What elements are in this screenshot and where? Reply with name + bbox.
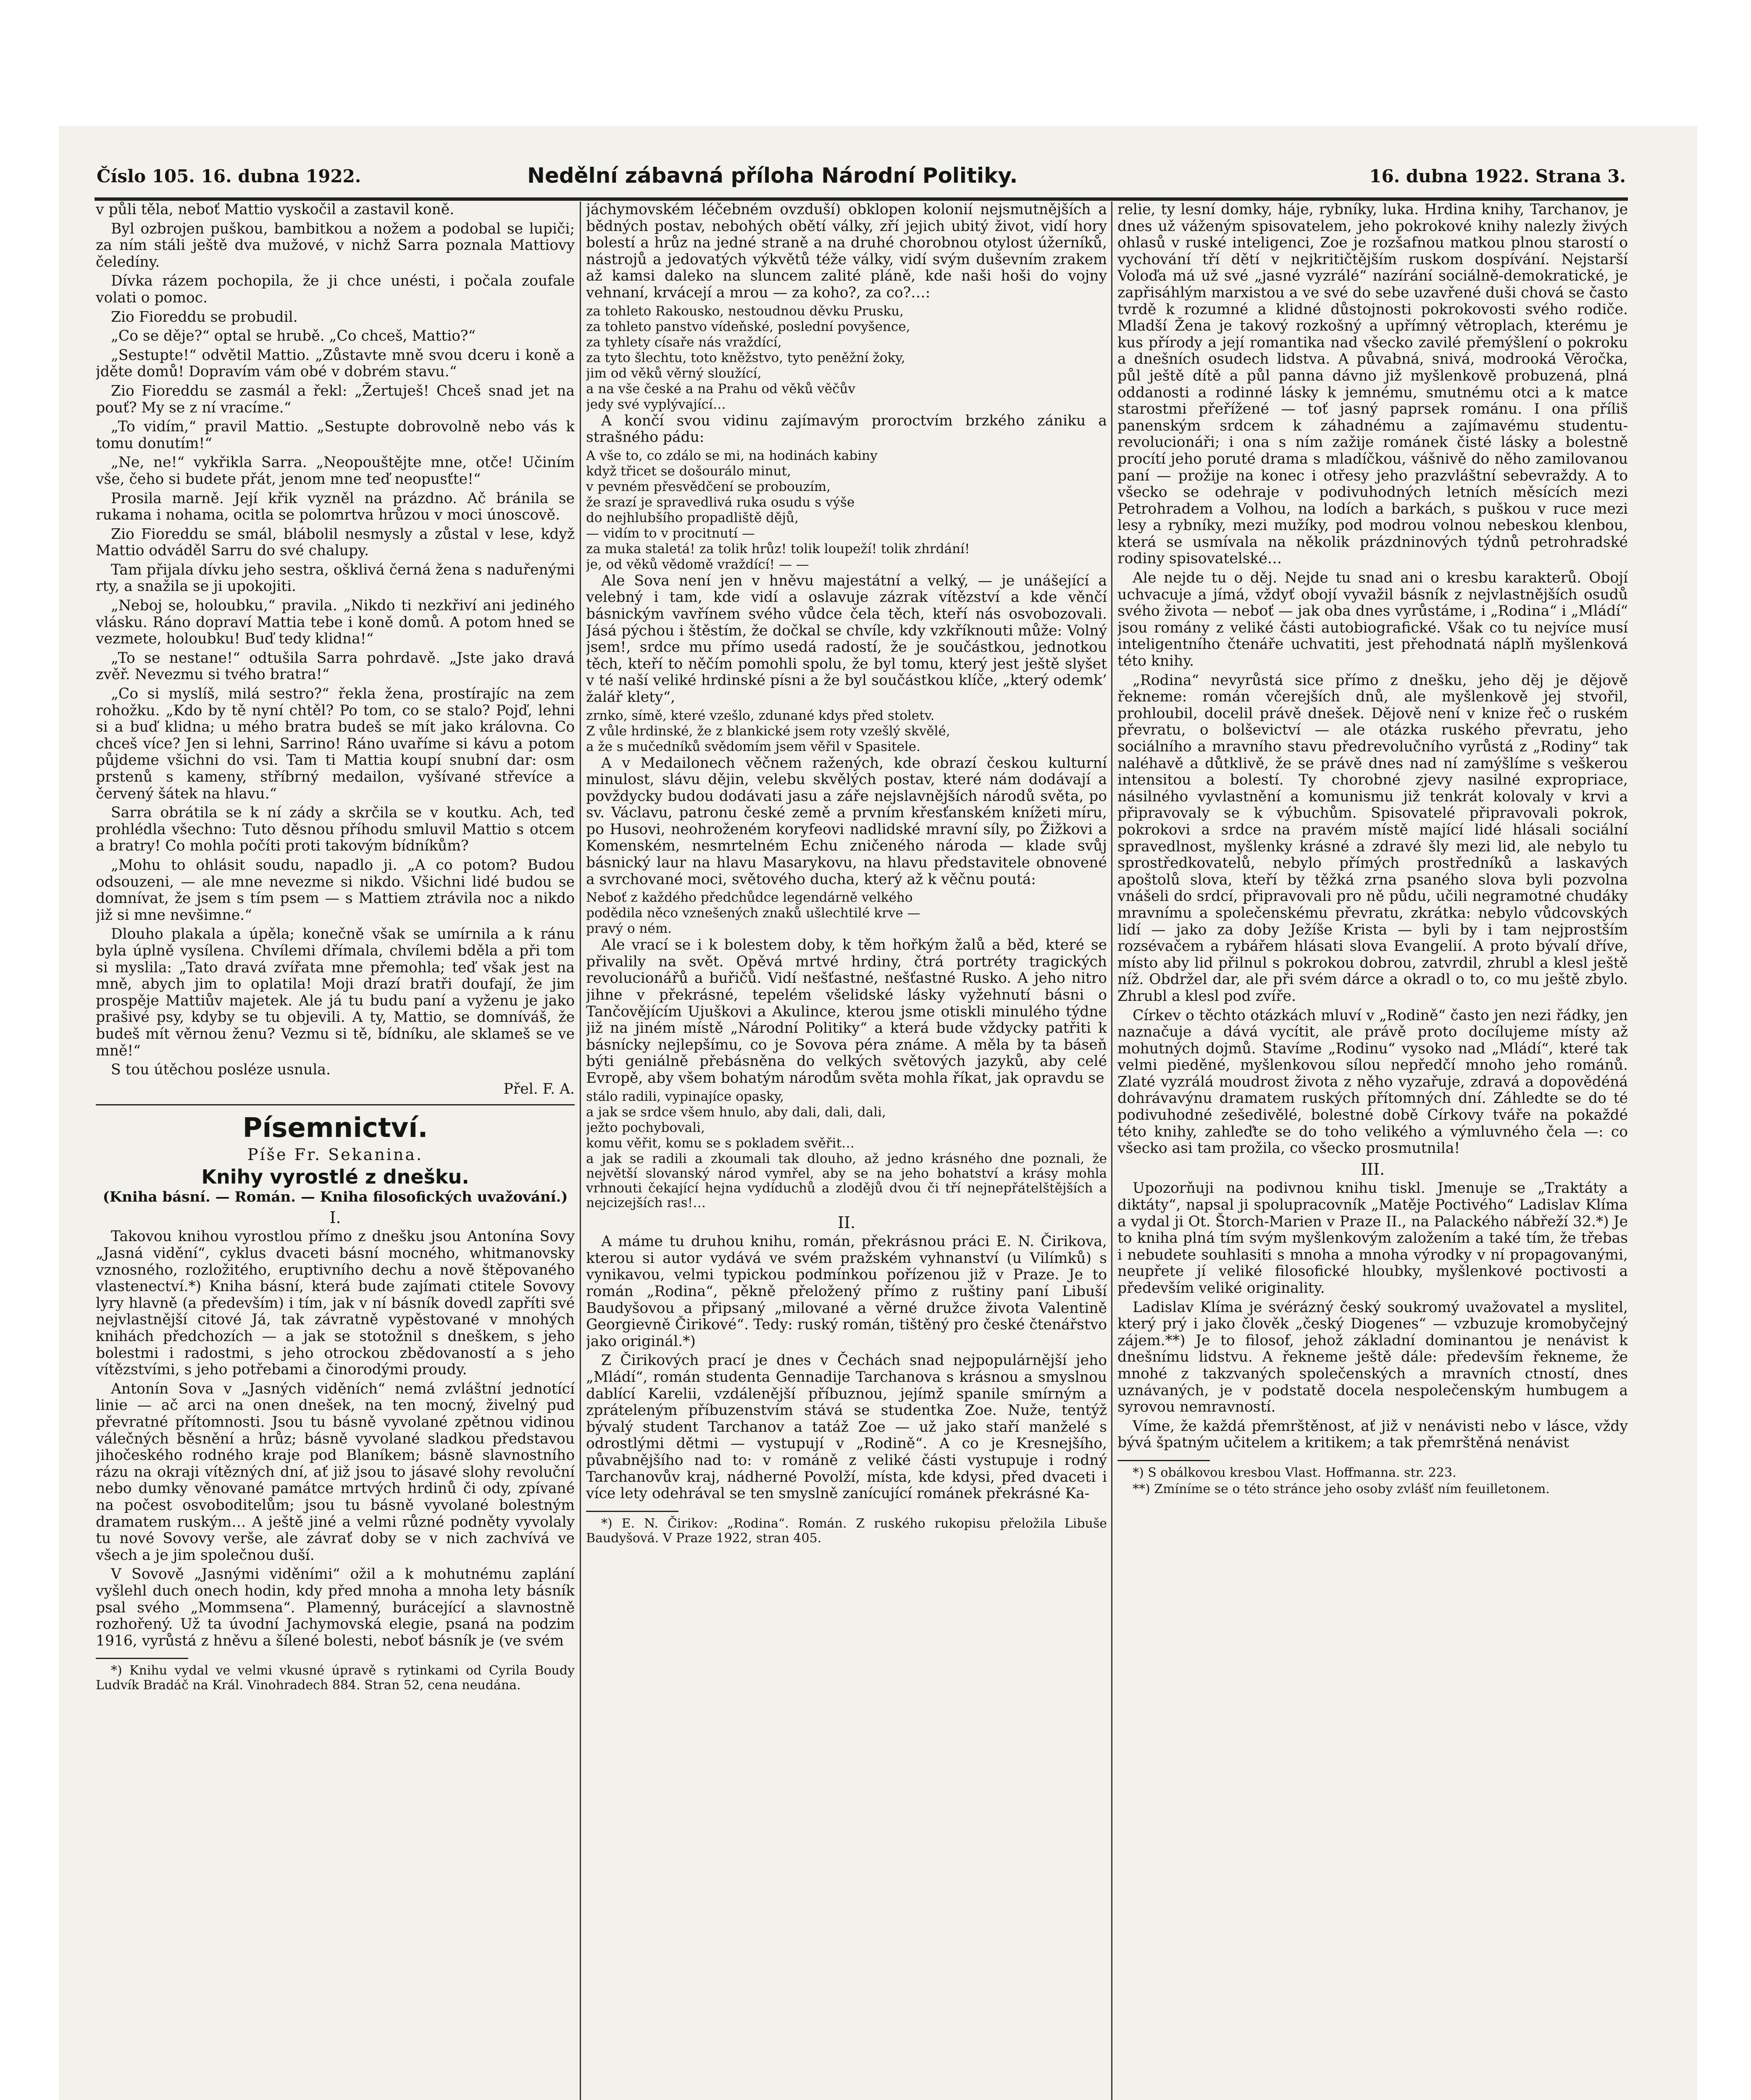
story-paragraph: v půli těla, neboť Mattio vyskočil a zastavil koně. — [96, 202, 455, 218]
story-paragraph: „Sestupte!“ odvětil Mattio. „Zůstavte mně svou dceru i koně a jděte domů! Dopravím vám obé v dobrém stavu.“ — [96, 346, 575, 381]
verse-line: za tohleto Rakousko, nestoudnou děvku Prusku, — [586, 303, 904, 319]
verse-line: a na vše české a na Prahu od věků věčův — [586, 381, 855, 396]
verse-line: za muka staletá! za tolik hrůz! tolik loupeží! tolik zhrdání! — [586, 541, 970, 556]
essay-paragraph: Ale Sova není jen v hněvu majestátní a velký, — je unášející a velebný i tam, kde vidí a oslavuje zázrak vítězství a kde věnčí básnickým vavřínem svého vůdce čela těch, kteří nás osvobozovali. Jásá pýchou i štěstím, že dočkal se chvíle, kdy vzkříknouti může: Volný jsem!, srdce mu přímo usedá radostí, že je součástkou, jednotkou těch, kteří to něčím pomohli spolu, že byl tomu, který jest ještě slyšet v té naší veliké hrdinské písni a že byl součástkou klíče, „který odemk’ žalář klety“, — [586, 572, 1107, 706]
verse-line: a že s mučedníků svědomím jsem věřil v Spasitele. — [586, 739, 921, 754]
column-1 — [96, 202, 575, 2100]
verse-line: komu věřit, komu se s pokladem svěřit… — [586, 1135, 855, 1151]
verse-line: že srazí je spravedlivá ruka osudu s výše — [586, 494, 855, 510]
column-2 — [586, 202, 1107, 2100]
page-header — [97, 163, 1626, 195]
publication-title: Nedělní zábavná příloha Národní Politiky. — [527, 163, 1018, 188]
column-divider — [580, 202, 581, 2100]
story-paragraph: „Co se děje?“ optal se hrubě. „Co chceš, Mattio?“ — [111, 328, 476, 345]
column-3 — [1117, 202, 1628, 2100]
essay-paragraph: V Sovově „Jasnými viděními“ ožil a k mohutnému zaplání vyšlehl duch onech hodin, kdy před mnoha a mnoha lety básník psal svého „Mommsena“. Plamenný, burácející a slavnostně rozhořený. Už ta úvodní Jachymovská elegie, psaná na podzim 1916, vyrůstá z hněvu a šílené bolesti, neboť básník je (ve svém — [96, 1566, 575, 1649]
essay-paragraph: Ladislav Klíma je svérázný český soukromý uvažovatel a myslitel, který prý i jako člověk „český Diogenes“ — vzbuzuje kromobyčejný zájem.**) Je to filosof, jehož základní dominantou je nenávist k dnešnímu lidstvu. A řekneme ještě dále: především řekneme, že mnohé z takzvaných společenských a mravních ctností, dnes uznávaných, je v podstatě docela nespolečenským humbugem a syrovou nemravností. — [1117, 1299, 1628, 1416]
verse-line: stálo radili, vypinajíce opasky, — [586, 1089, 784, 1104]
verse-line: a jak se srdce všem hnulo, aby dali, dali, dali, — [586, 1104, 886, 1120]
story-paragraph: S tou útěchou posléze usnula. — [111, 1061, 331, 1079]
verse-line: ježto pochybovali, — [586, 1120, 705, 1135]
verse-line: je, od věků vědomě vraždící! — — — [586, 556, 809, 572]
essay-paragraph: Církev o těchto otázkách mluví v „Rodině“ často jen nezi řádky, jen naznačuje a dává vycítit, ale právě proto docílujeme místy až mohutných dojmů. Stavíme „Rodinu“ vysoko nad „Mládí“, které tak velmi pieděné, myšlenkovou sílou nepředčí mnoho jeho románů. Zlaté vyzrálá moudrost života z něho vyzařuje, zdravá a dopovědéná dohrávavýnu dramatem ruských přítomných dní. Záhledte se do té podivuhodné zešedivělé, bolestné době Církovy tváře na pokaždé této knihy, zahleďte se do toho velikého a výmluvného čela —: co všecko asi tam prožila, co všecko prosmutnila! — [1117, 1007, 1628, 1157]
essay-paragraph: Antonín Sova v „Jasných viděních“ nemá zvláštní jednotící linie — ač arci na onen dnešek, na ten mocný, živelný pud převratné přítomnosti. Jsou tu básně vyvolané zpětnou vidinou válečných běsnění a hrůz; básně vyvolané sladkou představou jihočeského rodného kraje pod Blaníkem; básně slavnostního rázu na okraji vítězných dní, ať již jsou to jásavé slohy revoluční nebo dumky věnované památce mrtvých hrdinů či ody, zpívané na počest osvoboditelům; jsou tu básně vyvolané bolestným dramatem ruským… A ještě jiné a velmi různé podněty vyvolaly tu nové Sovovy verše, ale závrať doby se v nich zachvívá ve všech a je jim společnou duší. — [96, 1380, 575, 1564]
essay-paragraph: Ale vrací se i k bolestem doby, k těm hořkým žalů a běd, které se přivalily na svět. Opěvá mrtvé hrdiny, čtrá portréty tragických revolucionářů a buřičů. Vidí nešťastné, nešťastné Rusko. A jeho nitro jihne v překrásné, tepelém všelidské lásky vyžehnutí básni o Tančovějícím Ujuškovi a Akulince, kterou jsme otiskli minulého týdne již na jiném místě „Národní Politiky“ a která bude vždycky patřiti k básnícky nejlepšímu, co je Sovova péra známe. A měla by ta báseň býti geniálně přebásněna do velkých světových jazyků, aby celé Evropě, aby všem bohatým národům světa mohla říkat, jak opravdu se — [586, 937, 1107, 1087]
story-paragraph: „To vidím,“ pravil Mattio. „Sestupte dobrovolně nebo vás k tomu donutím!“ — [96, 418, 575, 452]
story-paragraph: Dlouho plakala a úpěla; konečně však se umírnila a k ránu byla úplně vysílena. Chvílemi dřímala, chvílemi bděla a při tom si myslila: „Tato dravá zvířata mne přemohla; teď však jest na mně, abych jim to oplatila! Moji drazí bratři doufají, že jim prospěje Mattiův majetek. Ale já tu budu paní a vyženu je jako prašivé psy, kdyby se tu objevili. A ty, Mattio, se domníváš, že budeš mít věrnou ženu? Vezmu si tě, bídníku, ale sklameš se ve mně!“ — [96, 926, 575, 1059]
story-paragraph: „To se nestane!“ odtušila Sarra pohrdavě. „Jste jako dravá zvěř. Nevezmu si tvého bratra!“ — [96, 649, 575, 683]
header-rule — [95, 197, 1628, 201]
footnote-rule — [96, 1658, 188, 1659]
story-paragraph: „Neboj se, holoubku,“ pravila. „Nikdo ti nezkřiví ani jediného vlásku. Ráno dopraví Mattia tebe i koně domů. A potom hned se vezmete, holoubku! Buď tedy klidna!“ — [96, 597, 575, 648]
verse-line: a jak se radili a zkoumali tak dlouho, až jedno krásného dne poznali, že největší slovanský národ vymřel, aby se na jeho bohatství a krásy mohla vrhnouti čekající hejna vydíduchů a zlodějů dvou či tří nejnepřátelštějších a nejcizejších ras!… — [586, 1151, 1107, 1210]
story-paragraph: Sarra obrátila se k ní zády a skrčila se v koutku. Ach, teď prohlédla všechno: Tuto děsnou příhodu smluvil Mattio s otcem a bratry! Co mohla počíti proti takovým bídníkům? — [96, 804, 575, 855]
verse-line: Z vůle hrdinské, že z blankické jsem roty vzešlý skvělé, — [586, 723, 950, 739]
section-title: Písemnictví. — [242, 1113, 428, 1144]
section-divider — [96, 1104, 575, 1105]
verse-line: Neboť z každého předchůdce legendárně velkého — [586, 890, 913, 906]
essay-paragraph: A máme tu druhou knihu, román, překrásnou práci E. N. Čirikova, kterou si autor vydává ve svém pražském vyhnanství (u Vilímků) s vynikavou, velmi typickou podmínkou pořízenou již v Praze. Je to román „Rodina“, pěkně přeložený přímo z ruštiny paní Libuší Baudyšovou a připsaný „milované a věrné družce života Valentině Georgievně Čirikové“. Tedy: ruský román, tištěný pro české čtenářstvo jako originál.*) — [586, 1233, 1107, 1350]
story-paragraph: Dívka rázem pochopila, že ji chce unésti, i počala zoufale volati o pomoc. — [96, 273, 575, 306]
essay-paragraph: relie, ty lesní domky, háje, rybníky, luka. Hrdina knihy, Tarchanov, je dnes už váženým spisovatelem, jeho pokrokové knihy nalezly živých ohlasů v ruské inteligenci, Zoe je rozšafnou matkou plnou starostí o vychování tří dětí v nejkritičtějším ruskom dospívání. Nejstarší Voloďa má už své „jasné vyzrálé“ nazírání sociálně-demokratické, je zapřisáhlým marxistou a ve své do sebe uzavřené duši chová se často tvrdě k rozumné a klidné důstojnosti pokrokovosti svého rodiče. Mladší Žena je takový rozkošný a upřímný větroplach, kterému je kus přírody a její romantika nad všecko zavilé přemýšlení o pokroku a dnešních osudech lidstva. A půvabná, snivá, modrooká Věročka, půl ještě dítě a půl panna dávno již myšlenkově probuzená, plná oddanosti a rodinné lásky k jemnému, smutnému otci a k matce starostmi přeřížené — toť jasný paprsek románu. I ona příliš panenským srdcem k záhadnému a zajímavému studentu-revolucionáři; i ona s ním zažije románek čisté lásky a bolestně procítí jeho poruté drama s mladíčkou, vášnivě do něho zamilovanou paní — prožije na konec i otřesy jeho prazvláštní sebevraždy. A to všecko se odehraje v podivuhodných letních měsících mezi Petrohradem a Volhou, na lodích a barkách, s puškou v ruce mezi lesy a rybníky, mezi mužíky, pod modrou volnou nebeskou klenbou, která se usmívala na několik prázdninových týdnů petrohradské rodiny spisovatelské… — [1117, 202, 1628, 567]
issue-number: Číslo 105. 16. dubna 1922. — [97, 166, 361, 186]
footnote: *) Knihu vydal ve velmi vkusné úpravě s rytinkami od Cyrila Boudy Ludvík Bradáč na Král. Vinohradech 884. Stran 52, cena neudána. — [96, 1663, 575, 1693]
verse-line: jedy své vyplývající… — [586, 396, 726, 412]
story-paragraph: Zio Fioreddu se probudil. — [111, 308, 298, 326]
verse-line: jim od věků věrný sloužící, — [586, 365, 762, 381]
essay-paragraph: Upozorňuji na podivnou knihu tiskl. Jmenuje se „Traktáty a diktáty“, napsal ji spolupracovník „Matěje Poctivého“ Ladislav Klíma a vydal ji Ot. Štorch-Marien v Praze II., na Palackého nábřeží 32.*) Je to kniha plná tím svým myšlenkovým založením a také tím, že třebas i nebudete souhlasiti s mnoha a mnoha výrodky v ní propagovanými, neupřete jí veliké filosofické hloubky, myšlenkové poctivosti a především veliké originality. — [1117, 1180, 1628, 1297]
verse-line: A vše to, co zdálo se mi, na hodinách kabiny — [586, 448, 878, 463]
essay-paragraph: A v Medailonech věčnem ražených, kde obrazí českou kulturní minulost, slávu dějin, velebu skvělých postav, které nám dodávají a povždycky budou dodávati jasu a záře nejslavnějších národů světa, po sv. Václavu, patronu české země a prvním křesťanském knížeti míru, po Husovi, neohroženém koryfeovi nadlidské mravní síly, po Žižkovi a Komenském, nesmrtelném Echu zničeného národa — klade svůj básnický laur na hlavu Masarykovu, na hlavu představitele obnovené a svrchované moci, světového ducha, který až k věčnu poutá: — [586, 754, 1107, 888]
article-author: Píše Fr. Sekanina. — [247, 1145, 423, 1164]
essay-paragraph: „Rodina“ nevyrůstá sice přímo z dnešku, jeho děj je dějově řekneme: román včerejších dnů, ale myšlenkově jej stvořil, prohloubil, docelil právě dnešek. Dějově není v knize řeč o ruském převratu, o bolševictví — ale otázka ruského převratu, jeho sociálního a mravního stavu předrevolučního vyrůstá z „Rodiny“ tak naléhavě a důtklivě, že se právě dnes nad ní zamýšlíme s veškerou intensitou a bolestí. Ty chorobné zjevy nasilné expropriace, násilného vyvlastnění a komunismu již tenkrát kolovaly v krvi a připravovaly se k výbuchům. Spisovatelé připravovali pokrok, pokrokovi a srdce na pravém místě mající lidé hlásali sociální spravedlnost, myšlenky krásné a zdravé šly mezi lid, ale nebylo tu sprostředkovatelů, nebylo přímých prostředníků a laskavých apoštolů slova, kteří by těžká zrna psaného slova byli pozvolna vnášeli do srdcí, připravovali pro ně půdu, učili negramotné chudáky mravnímu a společenskému převratu, zkrátka: nebylo vůdcovských lidí — jako za doby Ježíše Krista — byli by i tam nejprostším rozsévačem a rybářem hlásati slova Evangelií. A proto bývalí dříve, místo aby lid přilnul s pokrokou dobrou, zatvrdil, zhrubl a klesl ještě níž. Obdržel dar, ale při svém dárce a okradl o to, co mu ještě zbylo. Zhrubl a klesl pod zvíře. — [1117, 672, 1628, 1005]
chapter-number: II. — [837, 1213, 856, 1232]
column-divider — [1111, 202, 1112, 2100]
story-paragraph: Prosila marně. Její křik vyzněl na prázdno. Ač bránila se rukama i nohama, ocitla se polomrtva hrůzou v moci únoscově. — [96, 490, 575, 524]
verse-line: v pevném přesvědčení se probouzím, — [586, 479, 831, 494]
essay-paragraph: Z Čirikových prací je dnes v Čechách snad nejpopulárnější jeho „Mládí“, román studenta Gennadije Tarchanova s krásnou a smyslnou dablící Karelii, vzdálenější příbuznou, jejímž spanile smírným a zpráteleným příbuzenstvím stává se studentka Zoe. Nuže, tentýž bývalý student Tarchanov a tatáž Zoe — už jako staří manželé s odrostlými dětmi — vystupují v „Rodině“. A co je Kresnejšího, půvabnějšího nad to: v románě z veliké části vystupuje i rodný Tarchanovův kraj, nádherné Povolží, místa, kde kdysi, před dvaceti i více lety odehrával se ten smyslně zanícující románek překrásné Ka- — [586, 1352, 1107, 1502]
footnote: *) S obálkovou kresbou Vlast. Hoffmanna. str. 223. — [1133, 1465, 1457, 1480]
footnote-rule — [586, 1511, 678, 1512]
footnote: **) Zmíníme se o této stránce jeho osoby zvlášť ním feuilletonem. — [1133, 1481, 1550, 1496]
essay-paragraph: Víme, že každá přemrštěnost, ať již v nenávisti nebo v lásce, vždy bývá špatným učitelem a kritikem; a tak přemrštěná nenávist — [1117, 1418, 1628, 1452]
translator-credit: Přel. F. A. — [503, 1080, 575, 1097]
verse-line: zrnko, símě, které vzešlo, zdunané kdys před stoletv. — [586, 708, 935, 723]
story-paragraph: Tam přijala dívku jeho sestra, ošklivá černá žena s naduřenými rty, a snažila se ji upokojiti. — [96, 561, 575, 595]
article-subtitle: (Kniha básní. — Román. — Kniha filosofických uvažování.) — [103, 1188, 568, 1205]
story-paragraph: Zio Fioreddu se zasmál a řekl: „Žertuješ! Chceš snad jet na pouť? My se z ní vracíme.“ — [96, 382, 575, 416]
footnote-rule — [1117, 1460, 1210, 1461]
story-paragraph: Byl ozbrojen puškou, bambitkou a nožem a podobal se lupiči; za ním stáli ještě dva mužové, v nichž Sarra poznala Mattiovy čeledíny. — [96, 220, 575, 270]
verse-line: za tyto šlechtu, toto kněžstvo, tyto peněžní žoky, — [586, 350, 905, 365]
chapter-number: I. — [329, 1208, 341, 1227]
footnote: *) E. N. Čirikov: „Rodina“. Román. Z ruského rukopisu přeložila Libuše Baudyšová. V Praze 1922, stran 405. — [586, 1516, 1107, 1546]
verse-line: když třicet se došourálo minut, — [586, 463, 791, 479]
story-paragraph: „Ne, ne!“ vykřikla Sarra. „Neopouštějte mne, otče! Učiním vše, čeho si budete přát, jenom mne teď neopusťte!“ — [96, 454, 575, 488]
story-paragraph: „Mohu to ohlásit soudu, napadlo ji. „A co potom? Budou odsouzeni, — ale mne nevezme si nikdo. Všichni lidé budou se domnívat, že jsem s tím psem — s Mattiem ztrávila noc a nikdo již si mne nevšimne.“ — [96, 856, 575, 924]
story-paragraph: Zio Fioreddu se smál, blábolil nesmysly a zůstal v lese, když Mattio odváděl Sarru do své chalupy. — [96, 525, 575, 559]
essay-paragraph: A končí svou vidinu zajímavým proroctvím brzkého zániku a strašného pádu: — [586, 412, 1107, 446]
verse-line: — vidím to v procitnutí — — [586, 525, 755, 541]
essay-paragraph: Ale nejde tu o děj. Nejde tu snad ani o kresbu karakterů. Obojí uchvacuje a jímá, vždyť obojí vyvažil básník z nejvlastnějších osudů svého života — neboť — jak oba dnes vyrůstáme, i „Rodina“ i „Mládí“ jsou romány z veliké části autobiografické. Však co tu nejvíce musí inteligentního čtenáře uchvatiti, jest přehodnatá náplň myšlenková této knihy. — [1117, 570, 1628, 670]
article-title: Knihy vyrostlé z dnešku. — [201, 1165, 469, 1188]
page-date-number: 16. dubna 1922. Strana 3. — [1369, 166, 1626, 186]
essay-paragraph: Takovou knihou vyrostlou přímo z dnešku jsou Antonína Sovy „Jasná vidění“, cyklus dvaceti básní mocného, whitmanovsky vznosného, rozložitého, eruptivního dechu a nově štěpovaného vlastenectví.*) Kniha básní, která bude zajímati ctitele Sovovy lyry hlavně (a především) i tím, jak v ní básník dovedl zapříti své nejvlastnější citové Já, tak závratně vypěstované v mnohých knihách předchozích — a jak se stotožnil s dneškem, s jeho bolestmi i radostmi, s jeho otrockou zbědovaností a s jeho vítězstvími, s jeho potřebami a činorodými proudy. — [96, 1228, 575, 1378]
essay-paragraph: jáchymovském léčebném ovzduší) obklopen kolonií nejsmutnějších a bědných postav, nebohých obětí války, zří jejich ubitý život, vidí hory bolestí a hrůz na jedné straně a na druhé chorobnou otylost úžerníků, nástrojů a jedovatých výkvětů téže války, vidí svým duševním zrakem až kamsi daleko na sluncem zalité pláně, kde naši hoši do vojny vehnaní, krvácejí a mrou — za koho?, za co?…: — [586, 202, 1107, 301]
verse-line: pravý o ném. — [586, 921, 672, 937]
verse-line: za tohleto panstvo vídeňské, poslední povyšence, — [586, 319, 910, 334]
story-paragraph: „Co si myslíš, milá sestro?“ řekla žena, prostírajíc na zem rohožku. „Kdo by tě nyní chtěl? Po tom, co se stalo? Pojď, lehni si a buď klidna; u mého bratra budeš se mít jako královna. Co chceš více? Jen si lehni, Sarrino! Ráno uvaříme si kávu a potom půjdeme všichni do vsi. Tam ti Mattia koupí snubní dar: osm prstenů s kameny, stříbrný medailon, vyšívané střevíce a červený šátek na hlavu.“ — [96, 685, 575, 802]
verse-line: za tyhlety císaře nás vraždící, — [586, 334, 782, 350]
verse-line: do nejhlubšího propadliště dějů, — [586, 510, 799, 525]
chapter-number: III. — [1360, 1160, 1385, 1179]
verse-line: podědila něco vznešených znaků ušlechtilé krve — — [586, 906, 920, 921]
